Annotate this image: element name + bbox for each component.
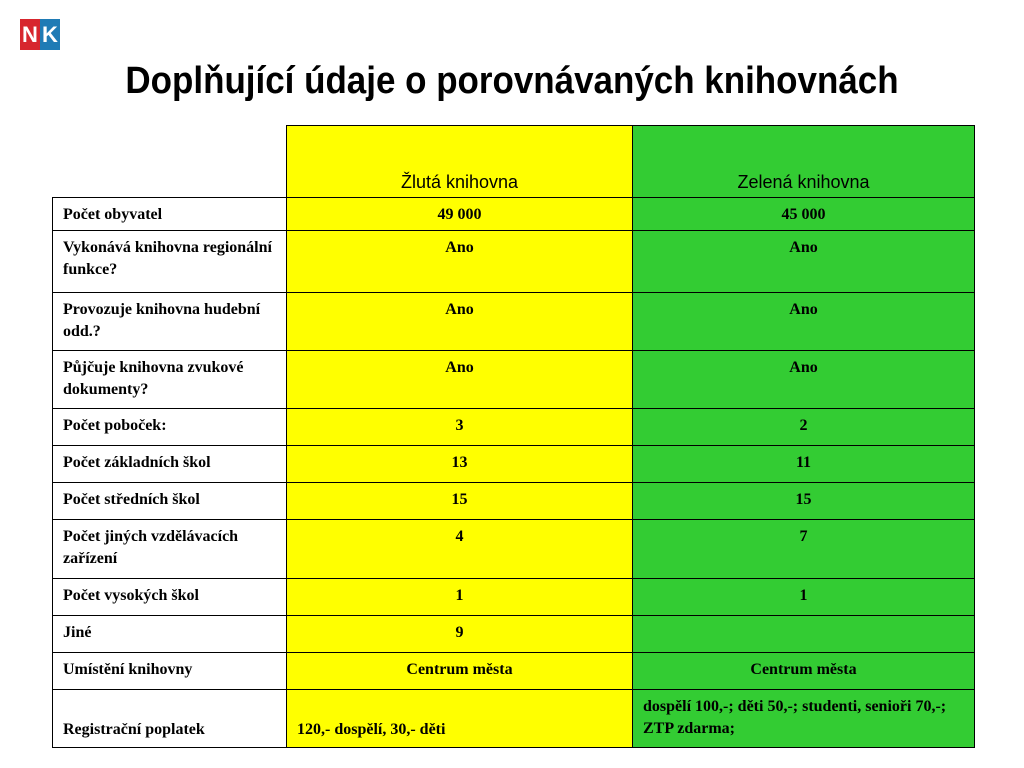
table-header-row <box>53 126 975 198</box>
header-blank-cell <box>53 126 287 198</box>
yellow-value: 9 <box>287 616 633 653</box>
yellow-value: 15 <box>287 483 633 520</box>
yellow-value: 13 <box>287 446 633 483</box>
column-header-yellow: Žlutá knihovna <box>287 126 633 198</box>
row-label: Vykonává knihovna regionální funkce? <box>53 231 287 293</box>
nk-logo <box>20 19 60 50</box>
green-value: Centrum města <box>633 653 975 690</box>
table-row <box>53 520 975 579</box>
comparison-table <box>52 125 975 748</box>
table-row <box>53 690 975 748</box>
yellow-value: Centrum města <box>287 653 633 690</box>
logo-left-letter: N <box>20 19 40 50</box>
row-label: Počet středních škol <box>53 483 287 520</box>
table-row <box>53 616 975 653</box>
green-value: 1 <box>633 579 975 616</box>
row-label: Počet základních škol <box>53 446 287 483</box>
row-label: Půjčuje knihovna zvukové dokumenty? <box>53 351 287 409</box>
table-row <box>53 198 975 231</box>
green-value: Ano <box>633 351 975 409</box>
table-row <box>53 653 975 690</box>
table-row <box>53 409 975 446</box>
table-row <box>53 293 975 351</box>
green-value <box>633 616 975 653</box>
table-row <box>53 351 975 409</box>
green-value: 11 <box>633 446 975 483</box>
yellow-value: 120,- dospělí, 30,- děti <box>287 690 633 748</box>
row-label: Registrační poplatek <box>53 690 287 748</box>
column-header-green: Zelená knihovna <box>633 126 975 198</box>
green-value: 7 <box>633 520 975 579</box>
logo-right-letter: K <box>40 19 60 50</box>
row-label: Počet vysokých škol <box>53 579 287 616</box>
yellow-value: Ano <box>287 351 633 409</box>
green-value: Ano <box>633 231 975 293</box>
yellow-value: 4 <box>287 520 633 579</box>
row-label: Počet poboček: <box>53 409 287 446</box>
green-value: dospělí 100,-; děti 50,-; studenti, senioři 70,-; ZTP zdarma; <box>633 690 975 748</box>
green-value: 2 <box>633 409 975 446</box>
yellow-value: 1 <box>287 579 633 616</box>
row-label: Počet obyvatel <box>53 198 287 231</box>
page-title: Doplňující údaje o porovnávaných knihovnách <box>125 60 899 102</box>
yellow-value: 49 000 <box>287 198 633 231</box>
table-row <box>53 231 975 293</box>
row-label: Provozuje knihovna hudební odd.? <box>53 293 287 351</box>
green-value: 45 000 <box>633 198 975 231</box>
table-row <box>53 446 975 483</box>
yellow-value: Ano <box>287 293 633 351</box>
row-label: Počet jiných vzdělávacích zařízení <box>53 520 287 579</box>
green-value: Ano <box>633 293 975 351</box>
yellow-value: Ano <box>287 231 633 293</box>
yellow-value: 3 <box>287 409 633 446</box>
green-value: 15 <box>633 483 975 520</box>
table-row <box>53 579 975 616</box>
table-row <box>53 483 975 520</box>
row-label: Umístění knihovny <box>53 653 287 690</box>
row-label: Jiné <box>53 616 287 653</box>
